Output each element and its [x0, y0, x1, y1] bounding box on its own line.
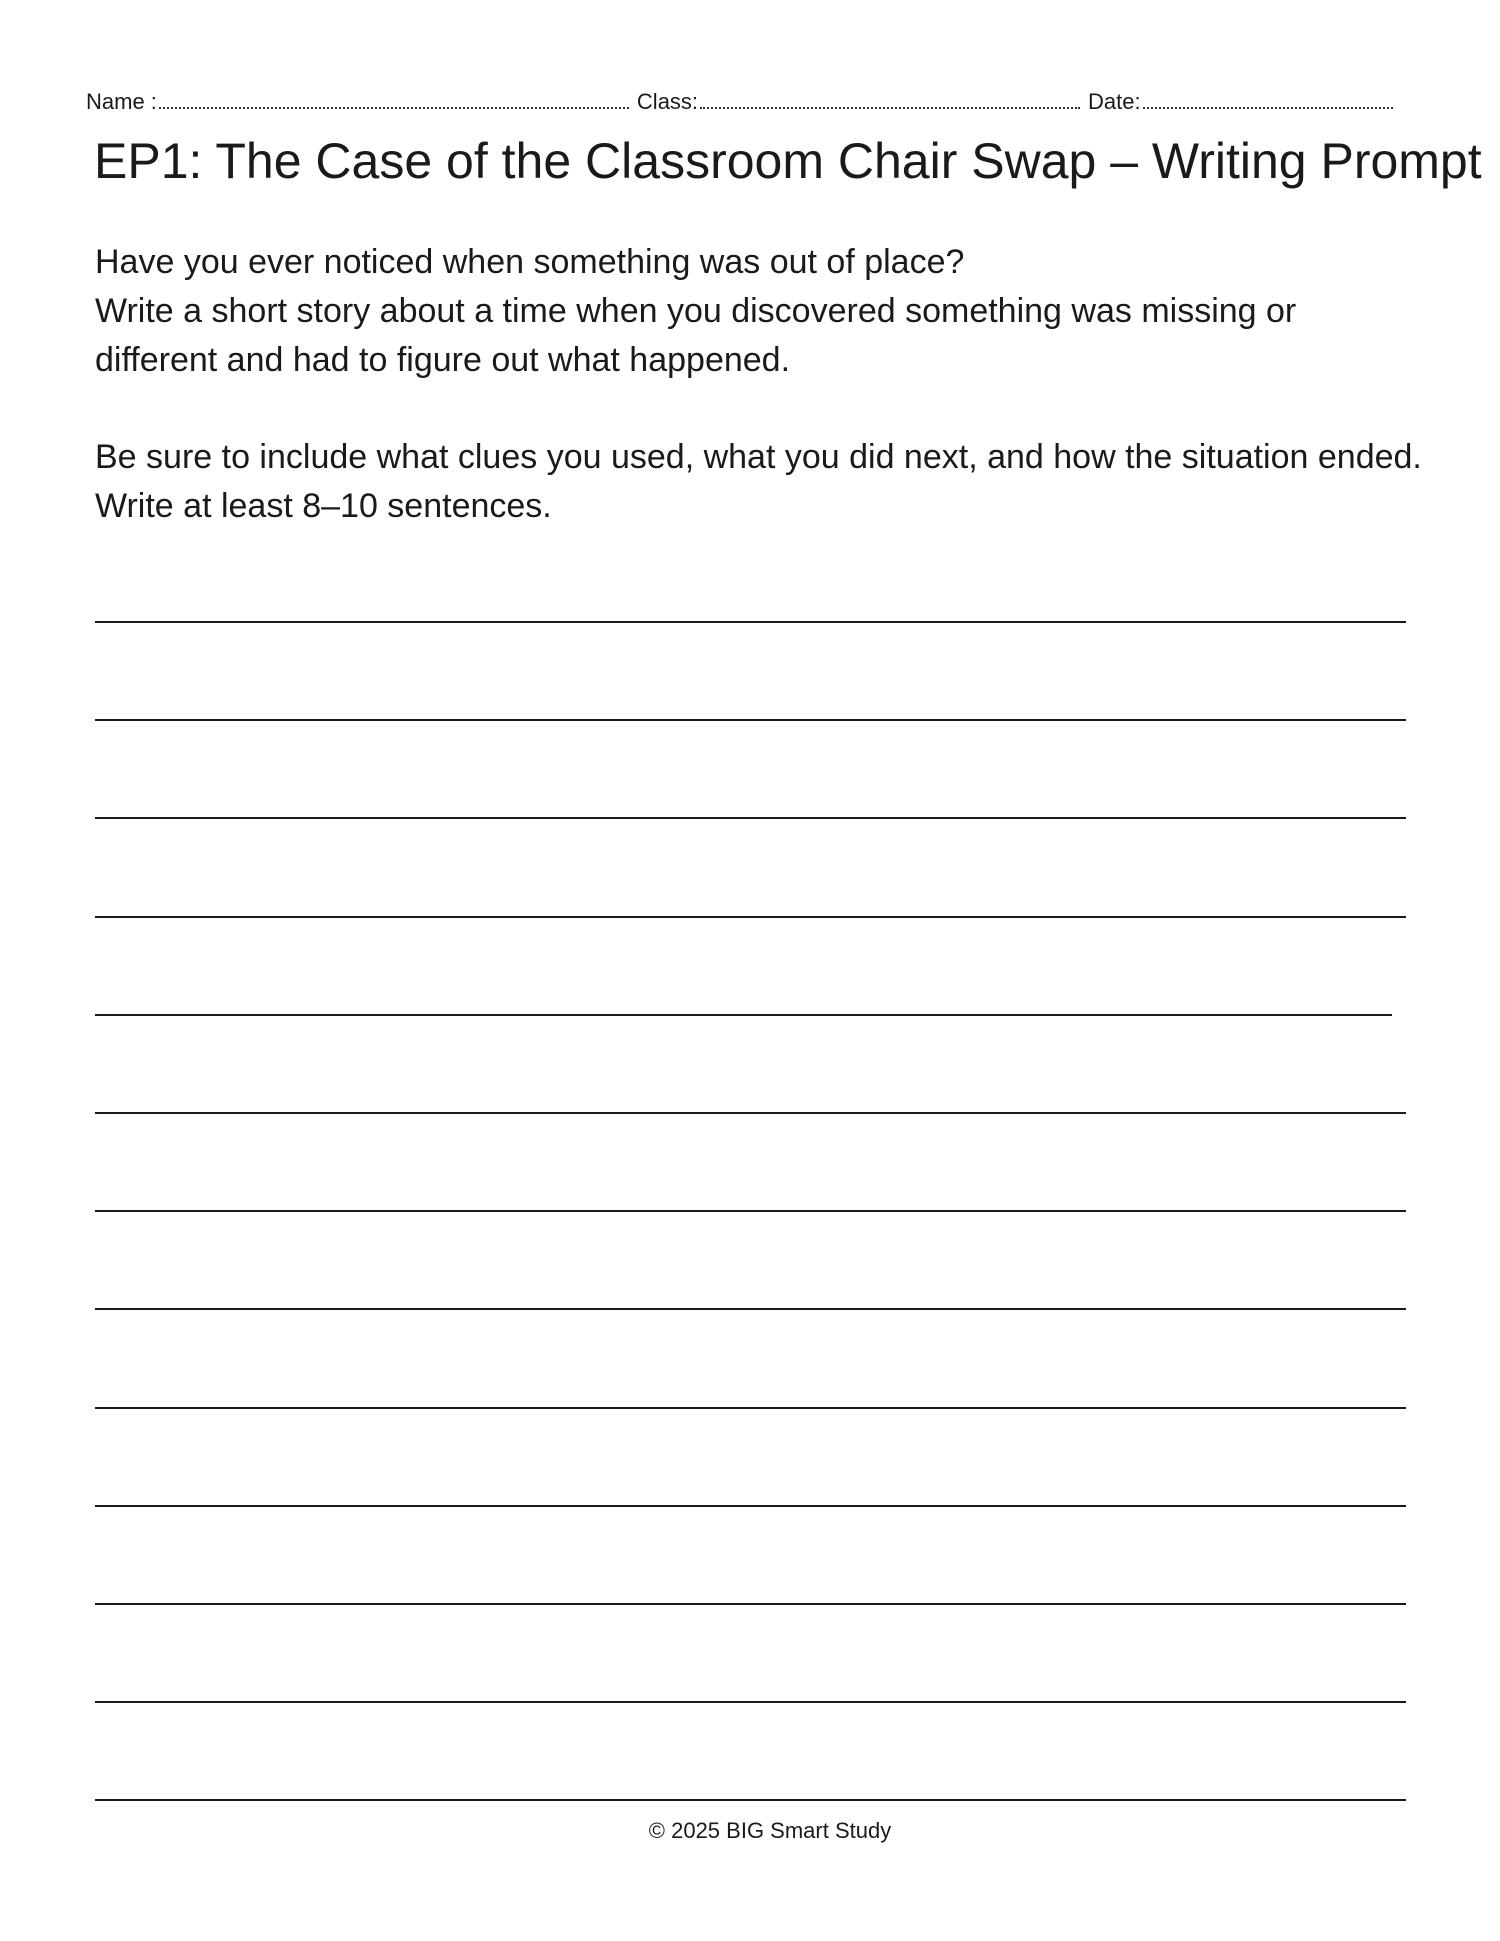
writing-line[interactable]: [95, 1701, 1406, 1703]
writing-line[interactable]: [95, 1407, 1406, 1409]
page-title: EP1: The Case of the Classroom Chair Swap – Writing Prompt: [94, 133, 1482, 189]
writing-line[interactable]: [95, 1308, 1406, 1310]
writing-line[interactable]: [95, 1603, 1406, 1605]
prompt-paragraph-2: Be sure to include what clues you used, what you did next, and how the situation ended. Write at least 8–10 sentences.: [95, 438, 1451, 525]
writing-line[interactable]: [95, 1505, 1406, 1507]
copyright-footer: © 2025 BIG Smart Study: [648, 1818, 892, 1843]
class-label: Class:: [636, 89, 699, 114]
writing-line[interactable]: [95, 817, 1406, 819]
class-field[interactable]: [637, 88, 1080, 116]
student-info-header: [86, 88, 1406, 116]
name-blank[interactable]: [159, 89, 629, 109]
writing-line[interactable]: [95, 719, 1406, 721]
date-label: Date:: [1088, 89, 1141, 114]
writing-line[interactable]: [95, 1210, 1406, 1212]
writing-line[interactable]: [95, 621, 1406, 623]
date-blank[interactable]: [1143, 89, 1393, 109]
prompt-question: Have you ever noticed when something was out of place? Write a short story about a time when you discovered something was missing or different and had to figure out what happened.: [95, 243, 1297, 379]
writing-line[interactable]: [95, 916, 1406, 918]
class-blank[interactable]: [700, 89, 1080, 109]
writing-line[interactable]: [95, 1799, 1406, 1801]
name-label: Name :: [86, 89, 157, 114]
writing-line[interactable]: [95, 1014, 1392, 1016]
date-field[interactable]: [1088, 88, 1393, 116]
writing-line[interactable]: [95, 1112, 1406, 1114]
name-field[interactable]: [86, 88, 629, 116]
prompt-paragraph-1: [95, 238, 1425, 385]
